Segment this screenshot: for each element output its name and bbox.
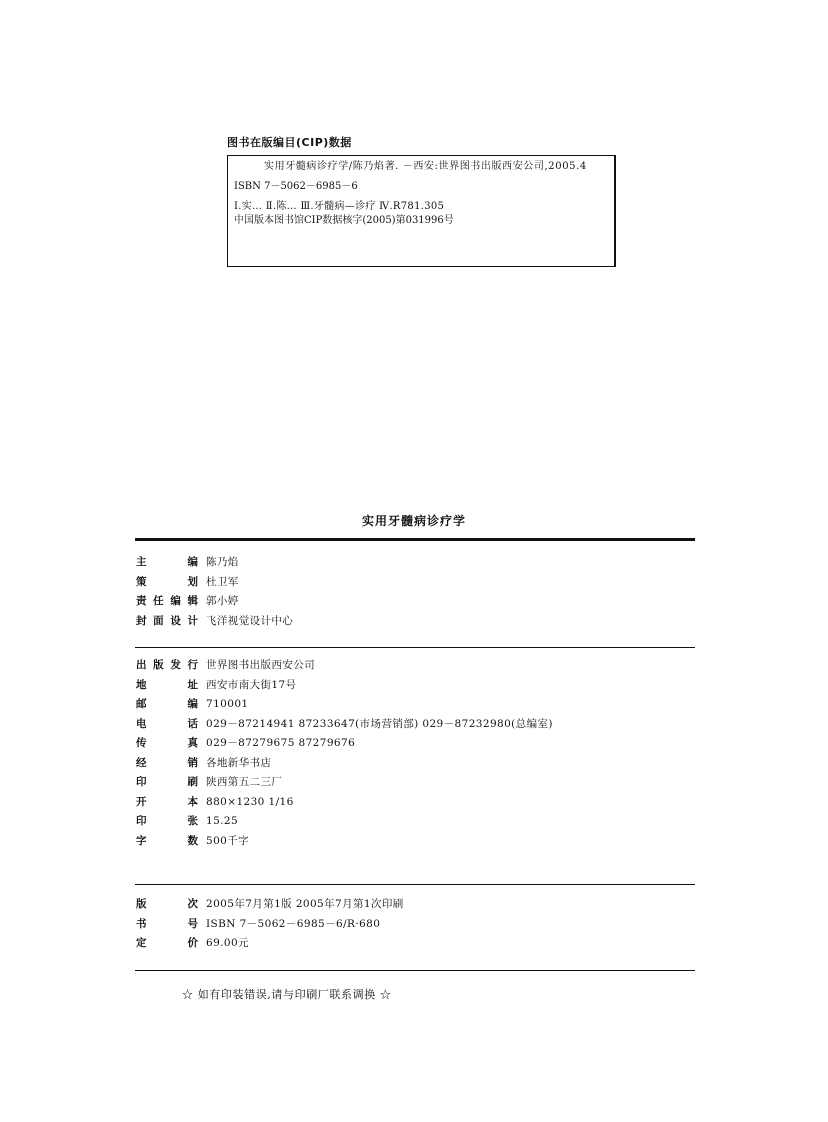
info-value: 029－87279675 87279676: [206, 737, 356, 749]
info-label: 主编: [136, 556, 198, 568]
info-label: 责任编辑: [136, 595, 198, 607]
info-label: 出版发行: [136, 659, 198, 671]
cip-bibliographic-line: 实用牙髓病诊疗学/陈乃焰著. －西安:世界图书出版西安公司,2005.4: [264, 161, 587, 172]
info-label: 印张: [136, 815, 198, 827]
info-label: 封面设计: [136, 614, 198, 627]
section-divider: [135, 970, 695, 971]
info-value: 西安市南大街17号: [206, 678, 297, 691]
info-label: 开本: [136, 795, 198, 808]
info-value: 各地新华书店: [206, 756, 272, 769]
info-label: 传真: [136, 737, 198, 749]
info-label: 版次: [136, 898, 198, 910]
info-value: 世界图书出版西安公司: [206, 659, 315, 671]
book-title: 实用牙髓病诊疗学: [361, 514, 466, 528]
cip-classification: Ⅰ.实… Ⅱ.陈… Ⅲ.牙髓病—诊疗 Ⅳ.R781.305: [234, 201, 445, 212]
cip-isbn: ISBN 7－5062－6985－6: [234, 181, 358, 192]
info-value: 陈乃焰: [206, 556, 239, 568]
info-label: 书号: [136, 917, 198, 930]
info-label: 印刷: [136, 776, 198, 788]
info-label: 邮编: [136, 698, 198, 710]
info-label: 电话: [136, 717, 198, 730]
info-value: 陕西第五二三厂: [206, 776, 283, 788]
info-value: ISBN 7－5062－6985－6/R·680: [206, 917, 381, 930]
info-label: 策划: [136, 575, 198, 588]
cip-box: [227, 155, 616, 267]
cip-title: 图书在版编目(CIP)数据: [227, 136, 352, 149]
info-value: 杜卫军: [206, 575, 239, 588]
title-rule: [135, 538, 695, 541]
info-value: 500千字: [206, 834, 250, 847]
section-divider: [135, 647, 695, 648]
info-value: 2005年7月第1版 2005年7月第1次印刷: [206, 898, 404, 910]
info-value: 69.00元: [206, 937, 249, 949]
info-label: 地址: [136, 678, 198, 691]
defect-exchange-notice: ☆ 如有印装错误,请与印刷厂联系调换 ☆: [182, 988, 392, 1001]
info-value: 880×1230 1/16: [206, 795, 294, 808]
info-value: 15.25: [206, 815, 239, 827]
info-label: 字数: [136, 834, 198, 847]
info-value: 029－87214941 87233647(市场营销部) 029－87232980(总编室): [206, 717, 553, 730]
info-value: 郭小婷: [206, 595, 239, 607]
info-label: 定价: [136, 937, 198, 949]
info-value: 710001: [206, 698, 249, 710]
info-value: 飞洋视觉设计中心: [206, 614, 294, 627]
cip-record-number: 中国版本图书馆CIP数据核字(2005)第031996号: [234, 215, 454, 226]
section-divider: [135, 884, 695, 885]
info-label: 经销: [136, 756, 198, 769]
